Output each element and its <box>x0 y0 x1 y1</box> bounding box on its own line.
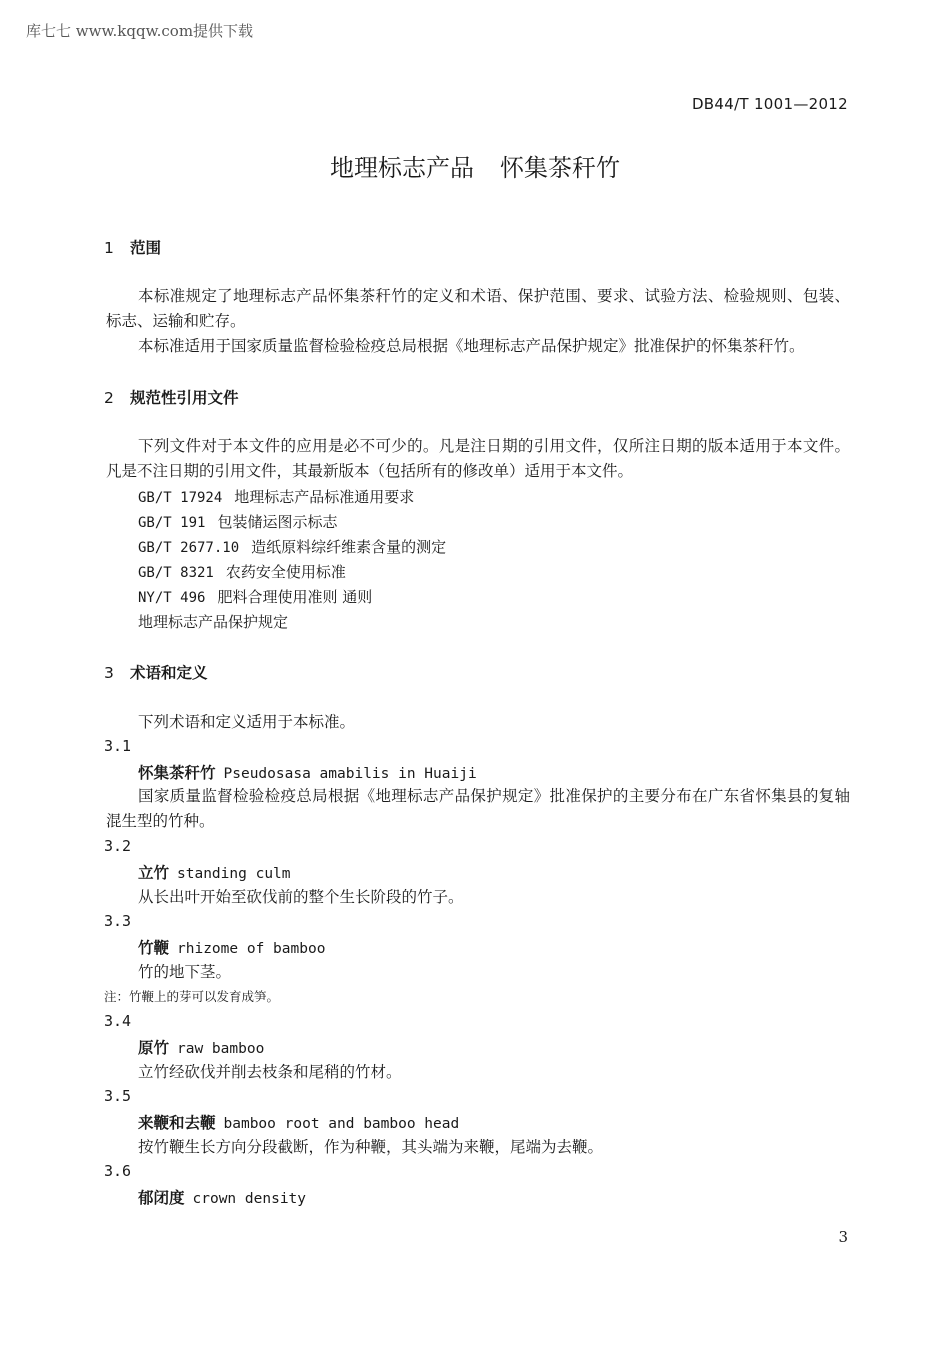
section-1-para-2: 本标准适用于国家质量监督检验检疫总局根据《地理标志产品保护规定》批准保护的怀集茶秆竹。 <box>138 337 805 355</box>
term-en: bamboo root and bamboo head <box>223 1116 460 1132</box>
term-title <box>138 1186 306 1208</box>
reference-item <box>138 536 446 557</box>
document-number: DB44/T 1001—2012 <box>691 95 848 113</box>
term-number: 3.3 <box>104 912 132 930</box>
term-definition: 国家质量监督检验检疫总局根据《地理标志产品保护规定》批准保护的主要分布在广东省怀集县的复轴混生型的竹种。 <box>106 787 850 830</box>
term-cn: 郁闭度 <box>138 1189 185 1207</box>
reference-item <box>138 586 372 607</box>
term-cn: 怀集茶秆竹 <box>138 764 216 782</box>
page-title <box>0 148 950 183</box>
term-en: rhizome of bamboo <box>177 941 326 957</box>
term-title <box>138 1111 459 1133</box>
reference-title: 造纸原料综纤维素含量的测定 <box>251 538 447 556</box>
section-number: 1 <box>104 239 114 257</box>
section-title: 规范性引用文件 <box>130 389 239 407</box>
term-title <box>138 861 291 883</box>
term-note: 注：竹鞭上的芽可以发育成笋。 <box>104 989 280 1004</box>
page-number: 3 <box>838 1228 848 1246</box>
term-definition: 立竹经砍伐并削去枝条和尾稍的竹材。 <box>138 1063 402 1081</box>
reference-title: 包装储运图示标志 <box>217 513 338 531</box>
section-2-heading <box>104 386 239 408</box>
term-en: raw bamboo <box>177 1041 265 1057</box>
reference-code: GB/T 191 <box>138 515 206 531</box>
term-cn: 来鞭和去鞭 <box>138 1114 216 1132</box>
term-number: 3.4 <box>104 1012 132 1030</box>
section-title: 范围 <box>130 239 162 257</box>
term-cn: 立竹 <box>138 864 170 882</box>
reference-code: GB/T 2677.10 <box>138 540 240 556</box>
term-definition: 竹的地下茎。 <box>138 963 232 981</box>
section-title: 术语和定义 <box>130 664 208 682</box>
section-number: 3 <box>104 664 114 682</box>
section-3-heading <box>104 661 208 683</box>
term-number: 3.5 <box>104 1087 132 1105</box>
title-part1: 地理标志产品 <box>330 154 474 182</box>
term-definition: 从长出叶开始至砍伐前的整个生长阶段的竹子。 <box>138 888 464 906</box>
section-3-intro: 下列术语和定义适用于本标准。 <box>138 713 356 731</box>
reference-item <box>138 486 414 507</box>
reference-title: 农药安全使用标准 <box>225 563 346 581</box>
term-number: 3.1 <box>104 737 132 755</box>
section-1-para-1: 本标准规定了地理标志产品怀集茶秆竹的定义和术语、保护范围、要求、试验方法、检验规则、包装、标志、运输和贮存。 <box>106 287 850 330</box>
term-cn: 原竹 <box>138 1039 170 1057</box>
term-number: 3.2 <box>104 837 132 855</box>
term-title <box>138 1036 264 1058</box>
reference-item <box>138 511 337 532</box>
reference-item <box>138 561 346 582</box>
reference-title: 地理标志产品标准通用要求 <box>234 488 415 506</box>
reference-item-last: 地理标志产品保护规定 <box>138 613 289 631</box>
term-definition: 按竹鞭生长方向分段截断，作为种鞭，其头端为来鞭，尾端为去鞭。 <box>138 1138 604 1156</box>
title-part2: 怀集茶秆竹 <box>500 154 620 182</box>
term-title <box>138 936 325 958</box>
term-en: standing culm <box>177 866 291 882</box>
reference-title: 肥料合理使用准则 通则 <box>217 588 373 606</box>
term-cn: 竹鞭 <box>138 939 170 957</box>
section-number: 2 <box>104 389 114 407</box>
reference-code: NY/T 496 <box>138 590 206 606</box>
section-1-heading <box>104 236 161 258</box>
term-title <box>138 761 477 783</box>
term-number: 3.6 <box>104 1162 132 1180</box>
term-en: crown density <box>192 1191 307 1207</box>
reference-code: GB/T 8321 <box>138 565 214 581</box>
watermark: 库七七 www.kqqw.com提供下载 <box>26 22 254 40</box>
term-en: Pseudosasa amabilis in Huaiji <box>223 766 477 782</box>
section-2-para-1: 下列文件对于本文件的应用是必不可少的。凡是注日期的引用文件，仅所注日期的版本适用于本文件。凡是不注日期的引用文件，其最新版本（包括所有的修改单）适用于本文件。 <box>106 437 850 480</box>
reference-code: GB/T 17924 <box>138 490 223 506</box>
